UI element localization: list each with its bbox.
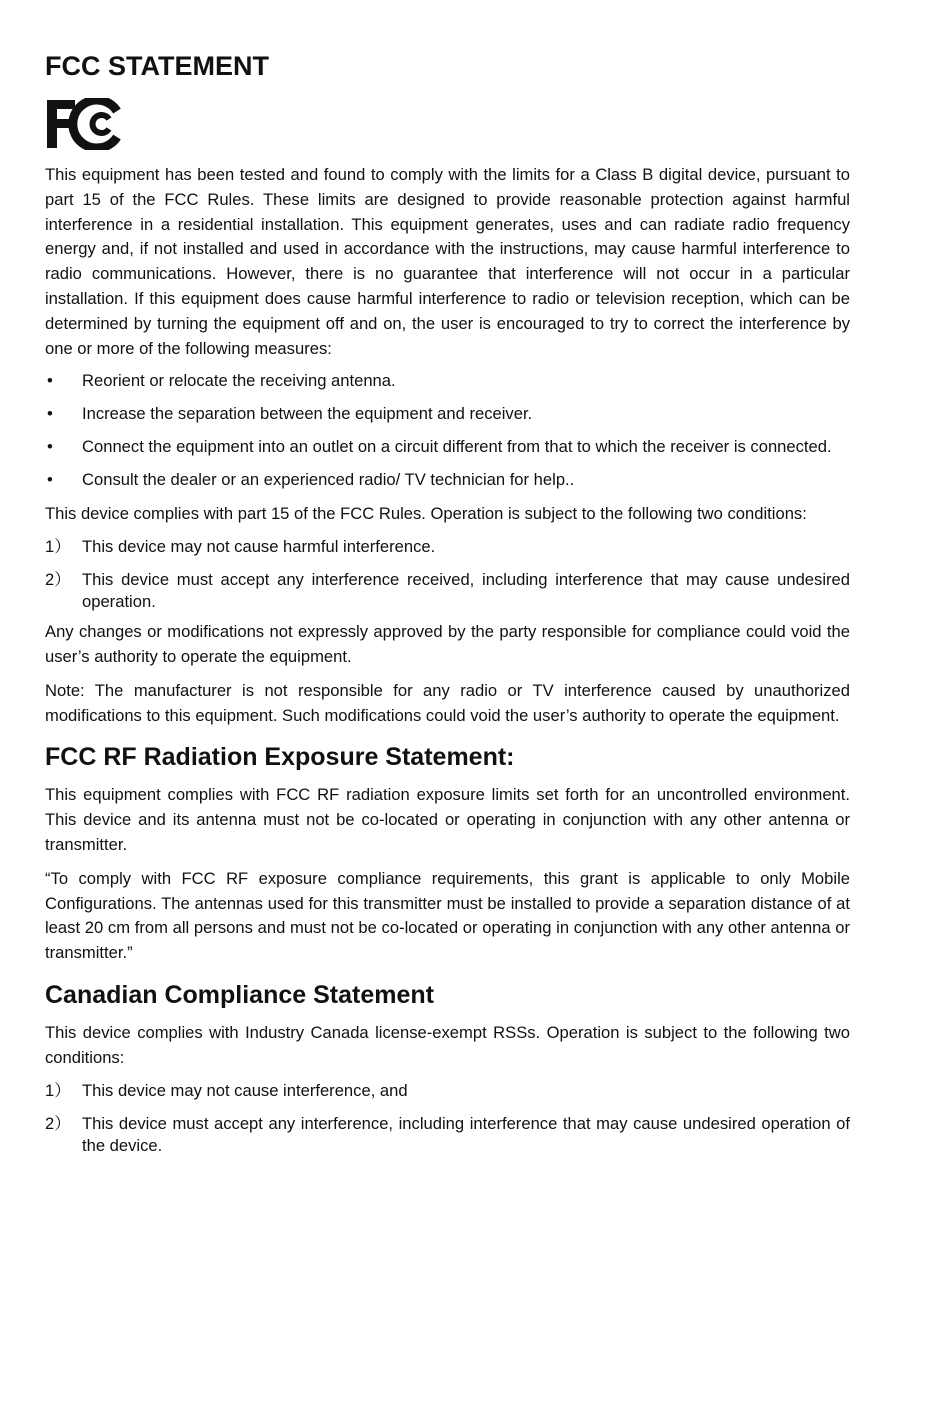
rf-paragraph-1: This equipment complies with FCC RF radiation exposure limits set forth for an uncontrolled environment. This device and its antenna must not be co-located or operating in conjunction with any other antenna or transmitter. <box>45 785 850 854</box>
fcc-conditions-list <box>45 536 850 613</box>
list-item: 1） This device may not cause harmful interference. <box>45 537 436 557</box>
bullet-icon: • <box>47 470 53 490</box>
fcc-logo-icon <box>45 98 850 150</box>
bullet-icon: • <box>47 371 53 391</box>
rf-section-title: FCC RF Radiation Exposure Statement: <box>45 743 515 772</box>
list-item: 2） This device must accept any interference, including interference that may cause undesired operation of the device. <box>45 1113 850 1155</box>
list-item: • Consult the dealer or an experienced radio/ TV technician for help.. <box>47 470 575 490</box>
list-item: • Connect the equipment into an outlet on a circuit different from that to which the receiver is connected. <box>47 437 832 457</box>
page-title: FCC STATEMENT <box>45 51 269 81</box>
rf-paragraph-2: “To comply with FCC RF exposure compliance requirements, this grant is applicable to only Mobile Configurations. The antennas used for this transmitter must be installed to provide a separation distance of at least 20 cm from all persons and must not be co-located or operating in conjunction with any other antenna or transmitter.” <box>45 868 850 963</box>
list-item: • Reorient or relocate the receiving antenna. <box>47 371 396 391</box>
canada-section-title: Canadian Compliance Statement <box>45 980 434 1009</box>
part15-paragraph: This device complies with part 15 of the FCC Rules. Operation is subject to the following two conditions: <box>45 504 807 524</box>
intro-paragraph: This equipment has been tested and found to comply with the limits for a Class B digital device, pursuant to part 15 of the FCC Rules. These limits are designed to provide reasonable protection against harmful interference in a residential installation. This equipment generates, uses and can radiate radio frequency energy and, if not installed and used in accordance with the instructions, may cause harmful interference to radio communications. However, there is no guarantee that interference will not occur in a particular installation. If this equipment does cause harmful interference to radio or television reception, which can be determined by turning the equipment off and on, the user is encouraged to try to correct the interference by one or more of the following measures: <box>45 165 850 358</box>
list-number: 2） <box>45 1113 71 1133</box>
list-item: 1） This device may not cause interference, and <box>45 1080 408 1100</box>
list-number: 1） <box>45 537 71 557</box>
note-paragraph: Note: The manufacturer is not responsible for any radio or TV interference caused by unauthorized modifications to this equipment. Such modifications could void the user’s authority to operate the equipment. <box>45 680 850 725</box>
list-item: 2） This device must accept any interference received, including interference that may cause undesired operation. <box>45 570 850 612</box>
bullet-icon: • <box>47 404 53 424</box>
document-page <box>45 44 850 1168</box>
canada-paragraph: This device complies with Industry Canada license-exempt RSSs. Operation is subject to the following two conditions: <box>45 1022 850 1067</box>
bullet-icon: • <box>47 437 53 457</box>
list-item: • Increase the separation between the equipment and receiver. <box>47 404 533 424</box>
canada-conditions-list <box>45 1080 850 1157</box>
list-number: 2） <box>45 570 71 590</box>
list-number: 1） <box>45 1080 71 1100</box>
measures-list <box>45 370 850 491</box>
changes-paragraph: Any changes or modifications not expressly approved by the party responsible for compliance could void the user’s authority to operate the equipment. <box>45 622 850 666</box>
